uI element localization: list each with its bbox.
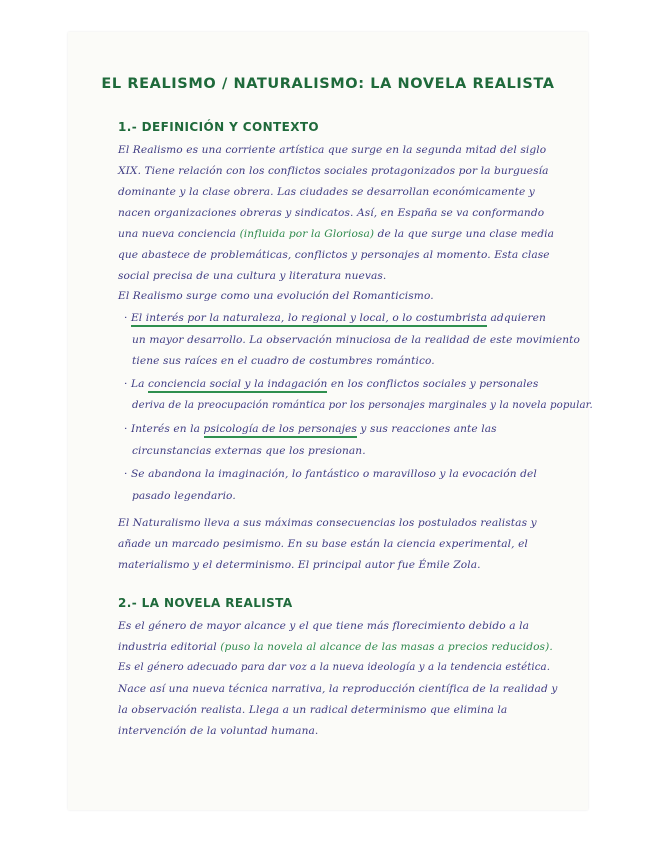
underlined-phrase: El interés por la naturaleza, lo regional y local, o lo costumbrista: [131, 312, 487, 327]
notebook-page: [68, 32, 593, 810]
bullet-item: [124, 378, 588, 390]
underlined-phrase: psicología de los personajes: [204, 423, 357, 438]
text-fragment: industria editorial: [118, 641, 217, 653]
highlighted-note: (influida por la Gloriosa): [239, 228, 375, 240]
text-line: Es el género adecuado para dar voz a la nueva ideología y a la tendencia estética.: [118, 662, 551, 673]
bullet-dot-icon: ·: [124, 378, 128, 390]
underlined-phrase: conciencia social y la indagación: [148, 378, 327, 393]
text-line: intervención de la voluntad humana.: [118, 725, 319, 737]
text-fragment: Interés en la: [130, 423, 201, 435]
text-line: El Realismo es una corriente artística que surge en la segunda mitad del siglo: [118, 144, 547, 156]
bullet-item: [124, 468, 588, 480]
text-line: Es el género de mayor alcance y el que tiene más florecimiento debido a la: [118, 620, 529, 632]
text-line: XIX. Tiene relación con los conflictos sociales protagonizados por la burguesía: [118, 165, 549, 177]
text-fragment: adquieren: [490, 312, 546, 324]
text-line: la observación realista. Llega a un radical determinismo que elimina la: [118, 704, 508, 716]
text-line: un mayor desarrollo. La observación minuciosa de la realidad de este movimiento: [132, 334, 580, 346]
text-fragment: y sus reacciones ante las: [360, 423, 497, 435]
text-line: dominante y la clase obrera. Las ciudades se desarrollan económicamente y: [118, 186, 535, 198]
bullet-dot-icon: ·: [124, 468, 128, 480]
text-line: [118, 228, 588, 240]
text-line: añade un marcado pesimismo. En su base están la ciencia experimental, el: [118, 538, 528, 550]
bullet-item: [124, 423, 588, 435]
text-fragment: Se abandona la imaginación, lo fantástico o maravilloso y la evocación del: [130, 468, 537, 480]
bullet-item: [124, 312, 588, 324]
text-line: nacen organizaciones obreras y sindicatos. Así, en España se va conformando: [118, 207, 545, 219]
section-2-heading: 2.- LA NOVELA REALISTA: [118, 596, 293, 610]
text-line: El Realismo surge como una evolución del Romanticismo.: [118, 290, 434, 302]
text-line: El Naturalismo lleva a sus máximas consecuencias los postulados realistas y: [118, 517, 537, 529]
text-fragment: una nueva conciencia: [118, 228, 237, 240]
bullet-dot-icon: ·: [124, 423, 128, 435]
text-line: Nace así una nueva técnica narrativa, la reproducción científica de la realidad y: [118, 683, 558, 695]
text-line: social precisa de una cultura y literatura nuevas.: [118, 270, 387, 282]
text-line: circunstancias externas que los presionan.: [132, 445, 366, 457]
highlighted-note: (puso la novela al alcance de las masas a precios reducidos).: [220, 641, 553, 653]
bullet-dot-icon: ·: [124, 312, 128, 324]
page-title: EL REALISMO / NATURALISMO: LA NOVELA REALISTA: [101, 76, 555, 92]
text-line: que abastece de problemáticas, conflictos y personajes al momento. Esta clase: [118, 249, 550, 261]
text-line: [118, 641, 588, 653]
text-fragment: en los conflictos sociales y personales: [330, 378, 539, 390]
text-line: pasado legendario.: [132, 490, 236, 502]
text-line: tiene sus raíces en el cuadro de costumbres romántico.: [132, 355, 435, 367]
text-fragment: de la que surge una clase media: [377, 228, 555, 240]
text-fragment: La: [130, 378, 145, 390]
text-line: materialismo y el determinismo. El principal autor fue Émile Zola.: [118, 559, 481, 571]
text-line: deriva de la preocupación romántica por los personajes marginales y la novela popular.: [132, 400, 593, 411]
section-1-heading: 1.- DEFINICIÓN Y CONTEXTO: [118, 120, 320, 134]
